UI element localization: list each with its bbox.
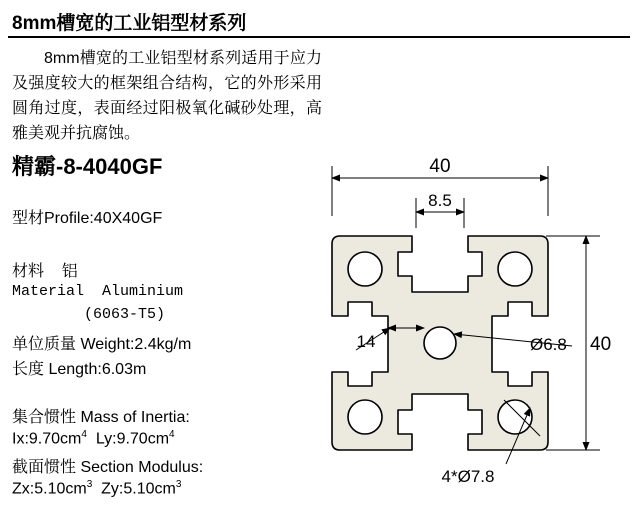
dim-inner-14: 14 [356,332,376,351]
dim-bore-diameter-label: Ø6.8 [530,335,567,354]
page-title: 8mm槽宽的工业铝型材系列 [12,13,247,34]
inertia-ly: Ly:9.70cm [86,430,170,448]
spec-material-cn: 材料 铝 [12,263,78,280]
modulus-zx: Zx:5.10cm [12,480,87,498]
modulus-zx-exp: 3 [86,479,93,490]
inertia-ix-exp: 4 [81,429,87,440]
inertia-ly-exp: 4 [169,429,175,440]
dim-hole-callout: 4*Ø7.8 [441,467,495,486]
spec-modulus-title: 截面惯性 Section Modulus: [12,459,204,476]
intro-paragraph: 8mm槽宽的工业铝型材系列适用于应力及强度较大的框架组合结构，它的外形采用圆角过度，表面经过阳极氧化碱砂处理，高雅美观并抗腐蚀。 [12,50,322,142]
spec-length: 长度 Length:6.03m [12,361,147,378]
title-divider [8,36,630,38]
spec-profile: 型材Profile:40X40GF [12,210,163,227]
dim-top-width: 40 [429,156,451,177]
spec-weight: 单位质量 Weight:2.4kg/m [12,336,192,353]
inertia-ix: Ix:9.70cm [12,430,82,448]
dim-right-height: 40 [590,334,612,355]
model-heading: 精霸-8-4040GF [12,154,163,179]
spec-inertia-values [12,429,175,448]
spec-inertia-title: 集合惯性 Mass of Inertia: [12,409,190,426]
spec-modulus-values [12,479,181,498]
dim-slot-width: 8.5 [428,191,452,210]
modulus-zy: Zy:5.10cm [92,480,176,498]
spec-alloy: (6063-T5) [12,306,166,323]
spec-material-en: Material Aluminium [12,283,184,300]
modulus-zy-exp: 3 [175,479,182,490]
profile-drawing [318,150,630,512]
